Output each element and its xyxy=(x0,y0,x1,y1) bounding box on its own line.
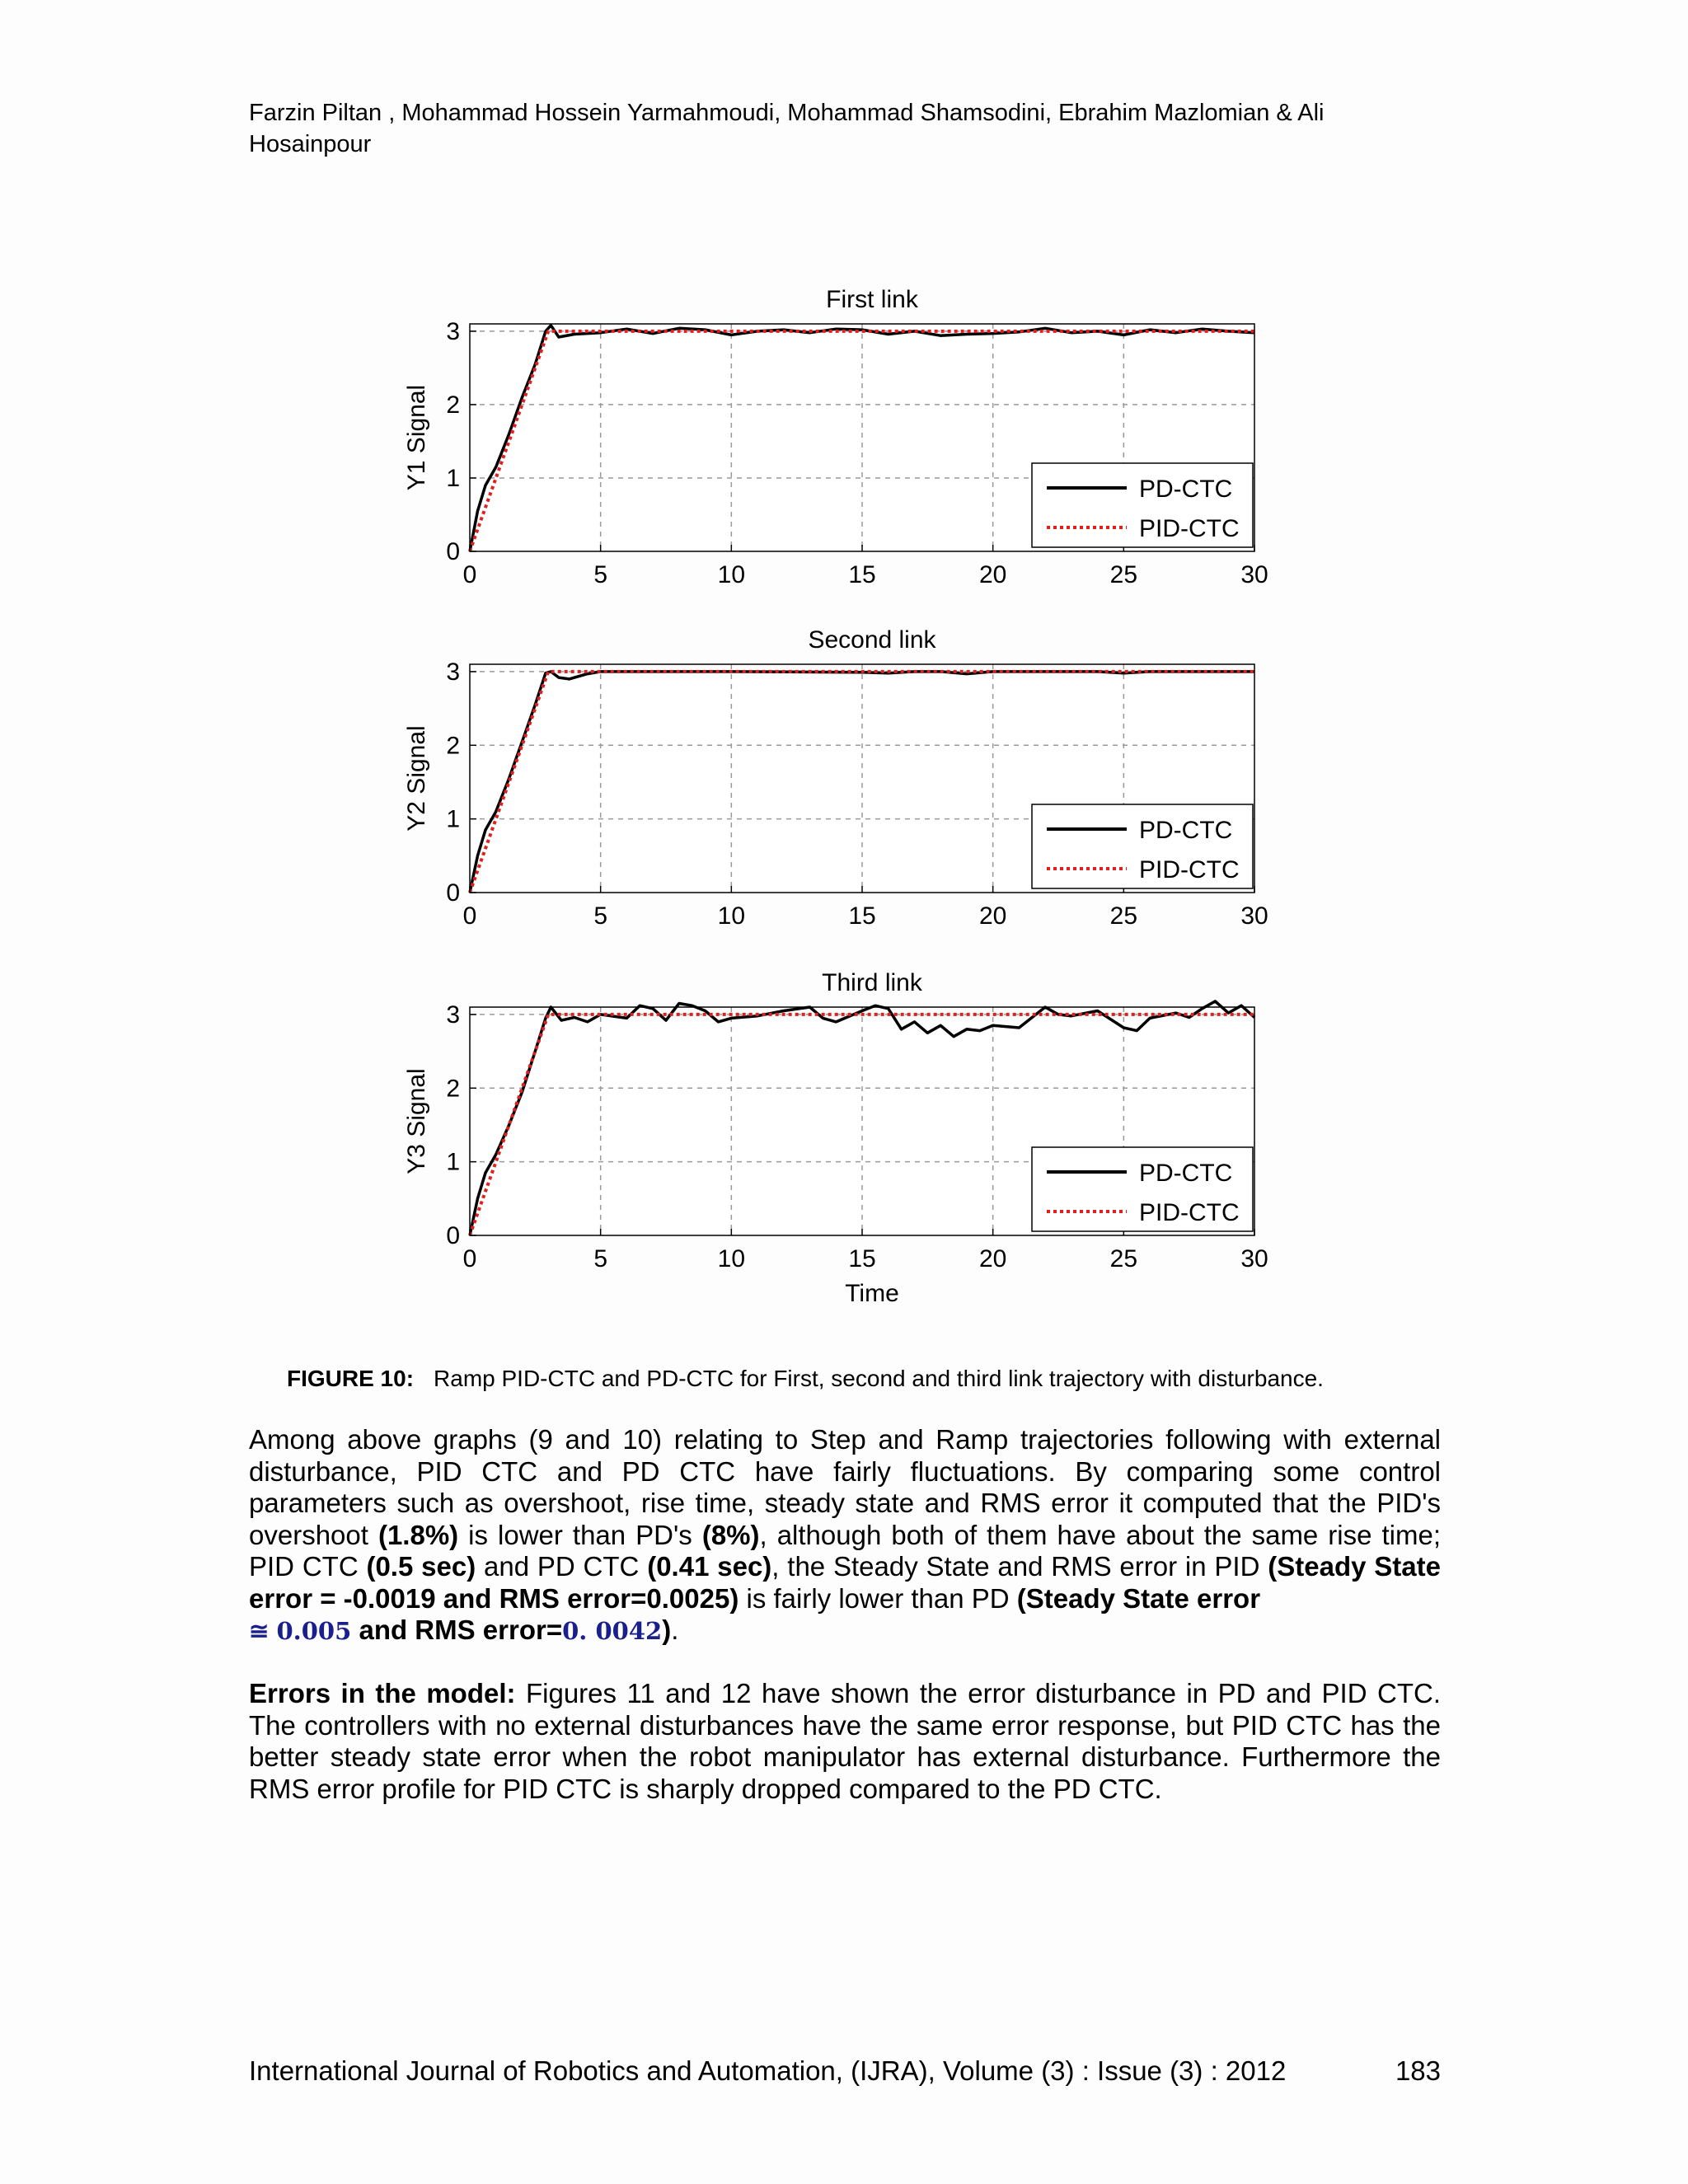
y-tick-label: 0 xyxy=(446,1222,460,1249)
legend xyxy=(1032,804,1253,888)
x-tick-label: 0 xyxy=(462,1245,477,1272)
chart-title: Second link xyxy=(808,626,936,654)
paragraph-errors-in-model: Errors in the model: Figures 11 and 12 have shown the error disturbance in PD and PID CTC. The controllers with no external disturbances have the same error response, but PID CTC has the better steady state error when the robot manipulator has external disturbance. Furthermore the RMS error profile for PID CTC is sharply dropped compared to the PD CTC. xyxy=(249,1678,1441,1804)
x-tick-label: 5 xyxy=(593,1245,608,1272)
y-tick-label: 1 xyxy=(446,464,460,492)
x-tick-label: 10 xyxy=(717,902,746,930)
y-axis-label: Y1 Signal xyxy=(403,384,430,491)
figure-caption-text: Ramp PID-CTC and PD-CTC for First, second and third link trajectory with disturbance. xyxy=(434,1366,1324,1391)
legend-label: PD-CTC xyxy=(1139,817,1233,844)
x-tick-label: 15 xyxy=(848,1245,876,1272)
journal-citation: International Journal of Robotics and Automation, (IJRA), Volume (3) : Issue (3) : 2012 xyxy=(249,2055,1287,2086)
legend-label: PD-CTC xyxy=(1139,1160,1233,1187)
y-axis-label: Y2 Signal xyxy=(403,725,430,832)
chart-panel-3 xyxy=(403,969,1268,1307)
paragraph-comparison: Among above graphs (9 and 10) relating to Step and Ramp trajectories following with external disturbance, PID CTC and PD CTC have fairly fluctuations. By comparing some control parameters such as overshoot, rise time, steady state and RMS error it computed that the PID's overshoot (1.8%) is lower than PD's (8%), although both of them have about the same rise time; PID CTC (0.5 sec) and PD CTC (0.41 sec), the Steady State and RMS error in PID (Steady State error = -0.0019 and RMS error=0.0025) is fairly lower than PD (Steady State error ≅ 0.005 and RMS error=0. 0042). xyxy=(249,1424,1442,1645)
x-tick-label: 30 xyxy=(1240,561,1268,588)
x-tick-label: 15 xyxy=(848,902,876,930)
x-tick-label: 10 xyxy=(717,561,746,588)
legend-label: PID-CTC xyxy=(1139,1199,1240,1226)
y-axis-label: Y3 Signal xyxy=(403,1068,430,1174)
page-number: 183 xyxy=(1395,2055,1441,2086)
x-tick-label: 20 xyxy=(978,561,1007,588)
y-tick-label: 3 xyxy=(446,317,460,345)
x-tick-label: 25 xyxy=(1109,1245,1138,1272)
legend-label: PID-CTC xyxy=(1139,515,1240,542)
figure-label: FIGURE 10: xyxy=(287,1366,415,1391)
chart-panel-1 xyxy=(403,286,1268,588)
chart-title: First link xyxy=(826,286,918,313)
y-tick-label: 3 xyxy=(446,1001,460,1029)
x-tick-label: 20 xyxy=(978,902,1007,930)
y-tick-label: 1 xyxy=(446,805,460,833)
y-tick-label: 1 xyxy=(446,1148,460,1176)
x-tick-label: 15 xyxy=(848,561,876,588)
y-tick-label: 0 xyxy=(446,879,460,907)
x-tick-label: 25 xyxy=(1109,902,1138,930)
y-tick-label: 2 xyxy=(446,1075,460,1103)
chart-title: Third link xyxy=(822,969,922,996)
chart-panel-2 xyxy=(403,626,1268,930)
x-tick-label: 25 xyxy=(1109,561,1138,588)
y-tick-label: 3 xyxy=(446,658,460,686)
y-tick-label: 2 xyxy=(446,732,460,760)
legend xyxy=(1032,1147,1253,1231)
x-tick-label: 5 xyxy=(593,902,608,930)
legend xyxy=(1032,463,1253,547)
x-tick-label: 0 xyxy=(462,902,477,930)
figure-caption xyxy=(287,1364,1324,1394)
y-tick-label: 0 xyxy=(446,538,460,565)
section-heading: Errors in the model: xyxy=(249,1678,516,1708)
running-header: Farzin Piltan , Mohammad Hossein Yarmahmoudi, Mohammad Shamsodini, Ebrahim Mazlomian & Ali Hosainpour xyxy=(249,100,1325,157)
page-footer xyxy=(249,2055,1441,2087)
legend-label: PID-CTC xyxy=(1139,856,1240,883)
x-axis-label: Time xyxy=(845,1280,899,1307)
legend-label: PD-CTC xyxy=(1139,476,1233,503)
approx-symbol: ≅ xyxy=(249,1617,270,1645)
x-tick-label: 30 xyxy=(1240,1245,1268,1272)
x-tick-label: 30 xyxy=(1240,902,1268,930)
x-tick-label: 10 xyxy=(717,1245,746,1272)
y-tick-label: 2 xyxy=(446,391,460,419)
x-tick-label: 0 xyxy=(462,561,477,588)
x-tick-label: 5 xyxy=(593,561,608,588)
x-tick-label: 20 xyxy=(978,1245,1007,1272)
